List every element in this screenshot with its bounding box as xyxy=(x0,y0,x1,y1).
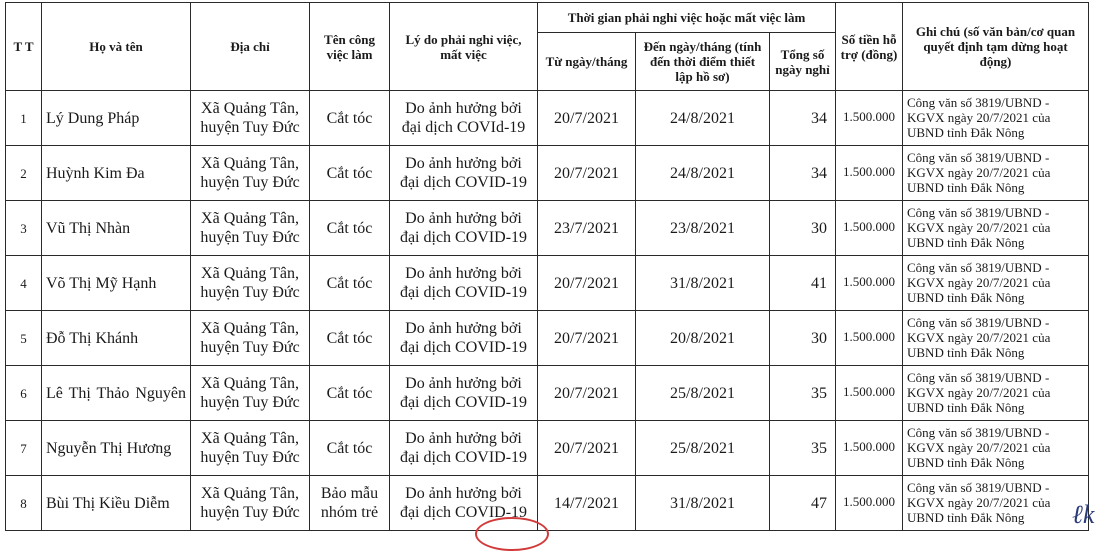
row-address: Xã Quảng Tân, huyện Tuy Đức xyxy=(191,146,310,201)
header-total: Tổng số ngày nghỉ xyxy=(770,33,836,91)
table-row xyxy=(6,421,1089,476)
header-note: Ghi chú (số văn bản/cơ quan quyết định tạm dừng hoạt động) xyxy=(903,3,1089,91)
row-from-date: 20/7/2021 xyxy=(538,91,636,146)
row-total-days: 47 xyxy=(770,476,836,531)
row-address: Xã Quảng Tân, huyện Tuy Đức xyxy=(191,366,310,421)
table-row xyxy=(6,201,1089,256)
row-to-date: 20/8/2021 xyxy=(636,311,770,366)
support-list-table xyxy=(5,2,1089,531)
row-job: Cắt tóc xyxy=(310,146,390,201)
row-total-days: 30 xyxy=(770,311,836,366)
header-amount: Số tiền hỗ trợ (đồng) xyxy=(836,3,903,91)
row-amount: 1.500.000 xyxy=(836,421,903,476)
row-to-date: 24/8/2021 xyxy=(636,146,770,201)
row-job: Cắt tóc xyxy=(310,311,390,366)
row-name: Vũ Thị Nhàn xyxy=(42,201,191,256)
row-note: Công văn số 3819/UBND - KGVX ngày 20/7/2021 của UBND tỉnh Đắk Nông xyxy=(903,366,1089,421)
row-job: Cắt tóc xyxy=(310,256,390,311)
signature-mark: ℓk xyxy=(1072,500,1095,529)
row-from-date: 20/7/2021 xyxy=(538,311,636,366)
table-row xyxy=(6,91,1089,146)
row-note: Công văn số 3819/UBND - KGVX ngày 20/7/2021 của UBND tỉnh Đắk Nông xyxy=(903,311,1089,366)
row-address: Xã Quảng Tân, huyện Tuy Đức xyxy=(191,256,310,311)
row-tt: 3 xyxy=(6,201,42,256)
row-job: Cắt tóc xyxy=(310,201,390,256)
table-row xyxy=(6,476,1089,531)
row-amount: 1.500.000 xyxy=(836,146,903,201)
header-reason: Lý do phải nghỉ việc, mất việc xyxy=(390,3,538,91)
red-seal-stamp xyxy=(475,517,549,551)
header-to: Đến ngày/tháng (tính đến thời điểm thiết lập hồ sơ) xyxy=(636,33,770,91)
row-to-date: 24/8/2021 xyxy=(636,91,770,146)
row-note: Công văn số 3819/UBND - KGVX ngày 20/7/2021 của UBND tỉnh Đắk Nông xyxy=(903,421,1089,476)
row-amount: 1.500.000 xyxy=(836,311,903,366)
table-row xyxy=(6,311,1089,366)
row-to-date: 31/8/2021 xyxy=(636,256,770,311)
header-tt: T T xyxy=(6,3,42,91)
row-note: Công văn số 3819/UBND - KGVX ngày 20/7/2021 của UBND tỉnh Đắk Nông xyxy=(903,201,1089,256)
row-amount: 1.500.000 xyxy=(836,256,903,311)
header-address: Địa chỉ xyxy=(191,3,310,91)
header-period-group: Thời gian phải nghỉ việc hoặc mất việc làm xyxy=(538,3,836,33)
row-address: Xã Quảng Tân, huyện Tuy Đức xyxy=(191,311,310,366)
row-name: Bùi Thị Kiều Diễm xyxy=(42,476,191,531)
header-from: Từ ngày/tháng xyxy=(538,33,636,91)
row-to-date: 31/8/2021 xyxy=(636,476,770,531)
table-row xyxy=(6,146,1089,201)
row-total-days: 30 xyxy=(770,201,836,256)
row-to-date: 23/8/2021 xyxy=(636,201,770,256)
row-reason: Do ảnh hưởng bởi đại dịch COVId-19 xyxy=(390,91,538,146)
row-from-date: 20/7/2021 xyxy=(538,366,636,421)
row-address: Xã Quảng Tân, huyện Tuy Đức xyxy=(191,421,310,476)
table-body xyxy=(6,91,1089,531)
row-note: Công văn số 3819/UBND - KGVX ngày 20/7/2021 của UBND tỉnh Đắk Nông xyxy=(903,91,1089,146)
row-to-date: 25/8/2021 xyxy=(636,421,770,476)
row-from-date: 20/7/2021 xyxy=(538,256,636,311)
row-note: Công văn số 3819/UBND - KGVX ngày 20/7/2021 của UBND tỉnh Đắk Nông xyxy=(903,256,1089,311)
table-row xyxy=(6,256,1089,311)
row-total-days: 35 xyxy=(770,366,836,421)
row-reason: Do ảnh hưởng bởi đại dịch COVID-19 xyxy=(390,366,538,421)
row-to-date: 25/8/2021 xyxy=(636,366,770,421)
row-amount: 1.500.000 xyxy=(836,366,903,421)
row-from-date: 14/7/2021 xyxy=(538,476,636,531)
row-from-date: 20/7/2021 xyxy=(538,421,636,476)
row-reason: Do ảnh hưởng bởi đại dịch COVID-19 xyxy=(390,201,538,256)
row-tt: 5 xyxy=(6,311,42,366)
row-name: Huỳnh Kim Đa xyxy=(42,146,191,201)
row-reason: Do ảnh hưởng bởi đại dịch COVID-19 xyxy=(390,311,538,366)
row-name: Lê Thị Thảo Nguyên xyxy=(42,366,191,421)
row-tt: 2 xyxy=(6,146,42,201)
row-from-date: 20/7/2021 xyxy=(538,146,636,201)
row-amount: 1.500.000 xyxy=(836,201,903,256)
row-tt: 7 xyxy=(6,421,42,476)
row-job: Cắt tóc xyxy=(310,91,390,146)
row-total-days: 41 xyxy=(770,256,836,311)
row-note: Công văn số 3819/UBND - KGVX ngày 20/7/2021 của UBND tỉnh Đắk Nông xyxy=(903,146,1089,201)
row-total-days: 34 xyxy=(770,146,836,201)
row-address: Xã Quảng Tân, huyện Tuy Đức xyxy=(191,201,310,256)
row-name: Võ Thị Mỹ Hạnh xyxy=(42,256,191,311)
row-reason: Do ảnh hưởng bởi đại dịch COVID-19 xyxy=(390,146,538,201)
row-reason: Do ảnh hưởng bởi đại dịch COVID-19 xyxy=(390,476,538,531)
row-total-days: 34 xyxy=(770,91,836,146)
table-row xyxy=(6,366,1089,421)
row-total-days: 35 xyxy=(770,421,836,476)
row-address: Xã Quảng Tân, huyện Tuy Đức xyxy=(191,91,310,146)
row-tt: 1 xyxy=(6,91,42,146)
row-address: Xã Quảng Tân, huyện Tuy Đức xyxy=(191,476,310,531)
header-name: Họ và tên xyxy=(42,3,191,91)
row-reason: Do ảnh hưởng bởi đại dịch COVID-19 xyxy=(390,421,538,476)
row-tt: 8 xyxy=(6,476,42,531)
row-amount: 1.500.000 xyxy=(836,476,903,531)
row-amount: 1.500.000 xyxy=(836,91,903,146)
row-name: Nguyễn Thị Hương xyxy=(42,421,191,476)
row-name: Đỗ Thị Khánh xyxy=(42,311,191,366)
row-reason: Do ảnh hưởng bởi đại dịch COVID-19 xyxy=(390,256,538,311)
row-job: Cắt tóc xyxy=(310,366,390,421)
row-job: Bảo mẫu nhóm trẻ xyxy=(310,476,390,531)
row-job: Cắt tóc xyxy=(310,421,390,476)
row-name: Lý Dung Pháp xyxy=(42,91,191,146)
row-note: Công văn số 3819/UBND - KGVX ngày 20/7/2021 của UBND tỉnh Đắk Nông xyxy=(903,476,1089,531)
row-tt: 4 xyxy=(6,256,42,311)
row-from-date: 23/7/2021 xyxy=(538,201,636,256)
row-tt: 6 xyxy=(6,366,42,421)
header-job: Tên công việc làm xyxy=(310,3,390,91)
